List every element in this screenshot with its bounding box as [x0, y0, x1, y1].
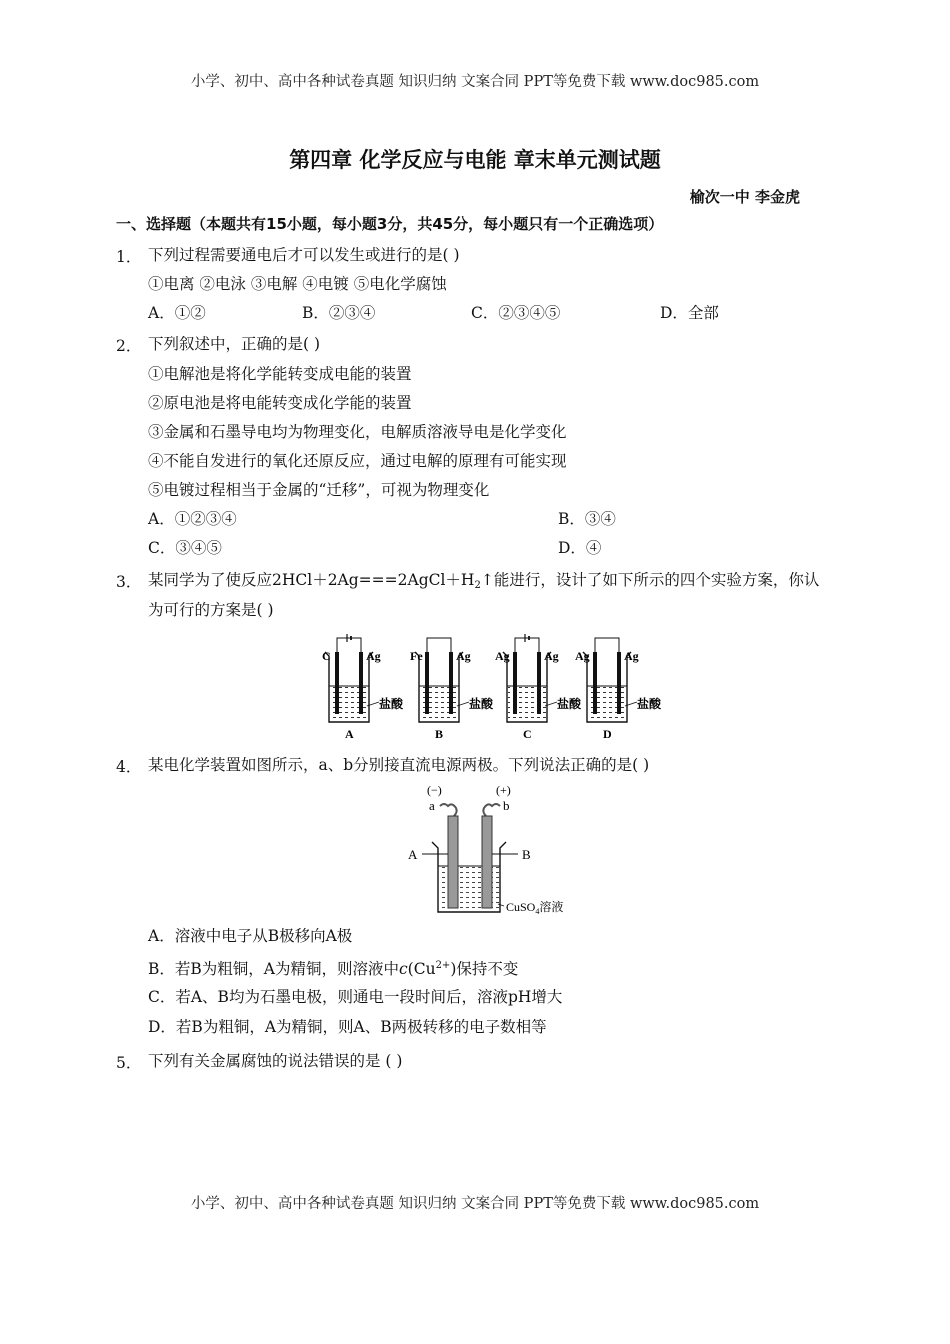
- q4-stem: 某电化学装置如图所示，a、b分别接直流电源两极。下列说法正确的是( ): [148, 756, 650, 774]
- q5-stem: 下列有关金属腐蚀的说法错误的是 ( ): [148, 1052, 403, 1070]
- q5-number: 5．: [116, 1054, 142, 1072]
- q2-option-b: B．③④: [558, 510, 616, 528]
- q4-option-a: A．溶液中电子从B极移向A极: [148, 927, 353, 945]
- page-title: 第四章 化学反应与电能 章末单元测试题: [289, 148, 661, 172]
- pos-terminal-label: (+): [496, 783, 511, 797]
- q2-statement-4: ④不能自发进行的氧化还原反应，通过电解的原理有可能实现: [148, 452, 567, 470]
- setup-a-left: C: [322, 649, 331, 663]
- q2-statement-3: ③金属和石墨导电均为物理变化，电解质溶液导电是化学变化: [148, 423, 567, 441]
- setup-d-right: Ag: [624, 649, 639, 663]
- q3-number: 3．: [116, 573, 142, 591]
- setup-d-label: D: [603, 727, 612, 741]
- terminal-b-label: b: [503, 798, 510, 813]
- setup-a-right: Ag: [366, 649, 381, 663]
- setup-a-solution: 盐酸: [379, 697, 404, 711]
- setup-c-left: Ag: [495, 649, 510, 663]
- setup-c-label: C: [523, 727, 532, 741]
- q3-stem-line2: 为可行的方案是( ): [148, 601, 274, 619]
- q3-stem: 某同学为了使反应$2HCl+2Ag===2AgCl+H_2↑$能进行，设计了如下所示的四个实验方案，你认: [148, 571, 820, 591]
- setup-d-left: Ag: [575, 649, 590, 663]
- q4-option-c: C．若A、B均为石墨电极，则通电一段时间后，溶液pH增大: [148, 988, 563, 1006]
- q2-option-a: A．①②③④: [148, 510, 237, 528]
- neg-terminal-label: (−): [427, 783, 442, 797]
- setup-b-right: Ag: [456, 649, 471, 663]
- q2-option-c: C．③④⑤: [148, 539, 222, 557]
- q1-option-a: A．①②: [148, 304, 206, 322]
- terminal-a-label: a: [429, 798, 435, 813]
- q1-stem: 下列过程需要通电后才可以发生或进行的是( ): [148, 246, 460, 264]
- setup-a: [322, 634, 404, 741]
- q4-option-d: D．若B为粗铜，A为精铜，则A、B两极转移的电子数相等: [148, 1018, 547, 1036]
- page-header: 小学、初中、高中各种试卷真题 知识归纳 文案合同 PPT等免费下载 www.doc985.com: [190, 74, 760, 90]
- setup-d-solution: 盐酸: [637, 697, 662, 711]
- q4-figure: [400, 780, 590, 918]
- setup-b: [410, 638, 494, 741]
- q1-number: 1．: [116, 248, 142, 266]
- q2-statement-1: ①电解池是将化学能转变成电能的装置: [148, 365, 412, 383]
- setup-b-solution: 盐酸: [469, 697, 494, 711]
- page-footer: 小学、初中、高中各种试卷真题 知识归纳 文案合同 PPT等免费下载 www.doc985.com: [190, 1196, 760, 1212]
- setup-b-left: Fe: [410, 649, 423, 663]
- q2-option-d: D．④: [558, 539, 602, 557]
- author: 榆次一中 李金虎: [689, 188, 800, 206]
- q4-option-b: B．若B为粗铜，A为精铜，则溶液中$c(Cu^{2+})$保持不变: [148, 960, 519, 978]
- setup-d: [575, 638, 662, 741]
- q3-figure: [315, 630, 665, 742]
- setup-b-label: B: [435, 727, 444, 741]
- setup-a-label: A: [345, 727, 354, 741]
- solution-label: CuSO$_4$溶液: [506, 900, 564, 916]
- q1-option-b: B．②③④: [302, 304, 376, 322]
- q2-statement-5: ⑤电镀过程相当于金属的“迁移”，可视为物理变化: [148, 481, 490, 499]
- setup-c-right: Ag: [544, 649, 559, 663]
- setup-c: [495, 634, 582, 741]
- q1-option-c: C．②③④⑤: [471, 304, 561, 322]
- q2-statement-2: ②原电池是将电能转变成化学能的装置: [148, 394, 412, 412]
- setup-c-solution: 盐酸: [557, 697, 582, 711]
- q2-number: 2．: [116, 337, 142, 355]
- q4-number: 4．: [116, 758, 142, 776]
- q1-items: ①电离 ②电泳 ③电解 ④电镀 ⑤电化学腐蚀: [148, 275, 447, 293]
- q1-option-d: D．全部: [660, 304, 719, 322]
- section-heading: 一、选择题（本题共有15小题，每小题3分，共45分，每小题只有一个正确选项）: [116, 215, 664, 233]
- electrode-a-label: A: [408, 847, 418, 862]
- electrode-b-label: B: [522, 847, 531, 862]
- q2-stem: 下列叙述中，正确的是( ): [148, 335, 321, 353]
